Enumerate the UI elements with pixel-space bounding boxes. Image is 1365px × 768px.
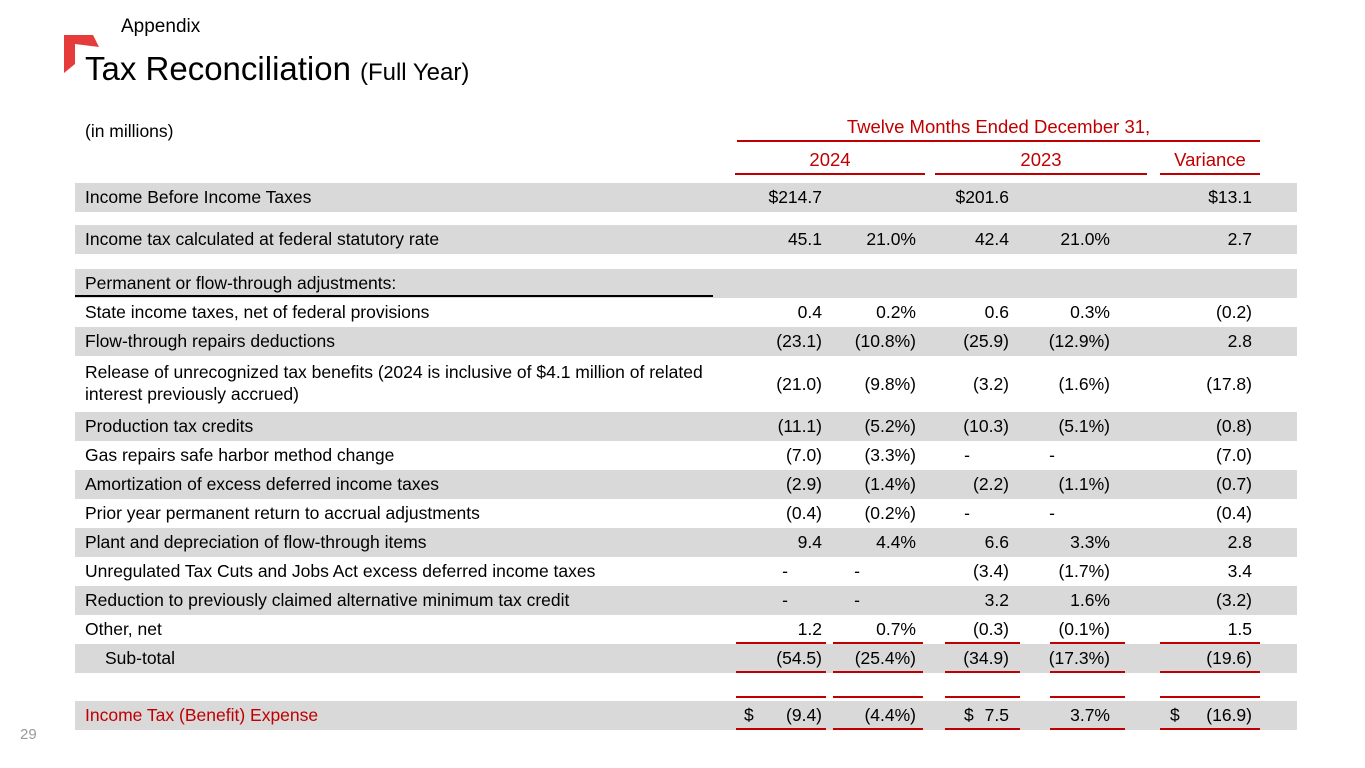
period-header: Twelve Months Ended December 31,	[737, 116, 1260, 142]
row-value: 21.0%	[1060, 229, 1110, 249]
row-value: (0.8)	[1216, 416, 1252, 436]
row-value: (17.8)	[1206, 373, 1252, 394]
row-value: -	[964, 445, 970, 465]
page-number: 29	[20, 726, 37, 743]
row-label: Amortization of excess deferred income taxes	[85, 473, 440, 494]
row-value: -	[964, 503, 970, 523]
page-title-main: Tax Reconciliation	[85, 50, 351, 87]
row-value: (0.4)	[786, 503, 822, 523]
column-header-variance: Variance	[1160, 149, 1260, 175]
row-value: 2.8	[1227, 532, 1252, 552]
row-value: 9.4	[797, 532, 822, 552]
row-value	[940, 701, 1045, 730]
row-value: (0.2)	[1216, 302, 1252, 322]
row-value: 21.0%	[866, 229, 916, 249]
row-value: (1.1%)	[1058, 474, 1110, 494]
row-value: (2.9)	[786, 474, 822, 494]
table-row	[75, 644, 1297, 673]
row-value: (0.1%)	[1045, 615, 1150, 644]
table-row	[75, 499, 1297, 528]
row-value	[830, 183, 940, 212]
row-value: 1.5	[1150, 615, 1262, 644]
row-value	[830, 269, 940, 298]
row-value: 0.3%	[1070, 302, 1110, 322]
row-value: (0.7)	[1216, 474, 1252, 494]
row-value: -	[1049, 503, 1055, 523]
page-title	[85, 50, 469, 88]
row-value: (23.1)	[776, 331, 822, 351]
row-label: Other, net	[85, 618, 162, 639]
slide-eyebrow: Appendix	[121, 16, 201, 37]
row-value: (0.4)	[1216, 503, 1252, 523]
row-value: 42.4	[974, 229, 1009, 249]
row-value: (54.5)	[730, 644, 830, 673]
row-value: (5.1%)	[1058, 416, 1110, 436]
row-label: State income taxes, net of federal provisions	[85, 301, 430, 322]
row-value	[1150, 269, 1262, 298]
row-value: (3.3%)	[864, 445, 916, 465]
row-value-number: (16.9)	[1206, 705, 1252, 725]
row-value: 2.7	[1227, 229, 1252, 249]
dollar-sign: $	[964, 705, 974, 725]
row-value: (0.3)	[940, 615, 1045, 644]
row-value: -	[854, 590, 860, 610]
row-value: (1.4%)	[864, 474, 916, 494]
row-value: 3.3%	[1070, 532, 1110, 552]
row-value: 1.2	[730, 615, 830, 644]
table-row	[75, 528, 1297, 557]
row-value: (25.9)	[963, 331, 1009, 351]
row-value: 3.7%	[1045, 701, 1150, 730]
row-value	[1045, 269, 1150, 298]
column-header-2024: 2024	[735, 149, 925, 175]
row-label: Gas repairs safe harbor method change	[85, 444, 395, 465]
row-value: (5.2%)	[864, 416, 916, 436]
row-value: (21.0)	[776, 373, 822, 394]
row-label: Sub-total	[105, 647, 176, 668]
table-row	[75, 615, 1297, 644]
row-value: $214.7	[768, 187, 822, 207]
row-label: Income Before Income Taxes	[85, 186, 312, 207]
row-value: (7.0)	[1216, 445, 1252, 465]
row-value: 3.4	[1227, 561, 1252, 581]
row-value: (3.2)	[973, 373, 1009, 394]
row-value: (1.6%)	[1058, 373, 1110, 394]
row-value	[1045, 183, 1150, 212]
table-header-row-1	[75, 112, 1297, 142]
table-row	[75, 183, 1297, 212]
row-value: 2.8	[1227, 331, 1252, 351]
row-value: (1.7%)	[1058, 561, 1110, 581]
page-title-suffix: (Full Year)	[359, 59, 470, 86]
row-value: (10.3)	[963, 416, 1009, 436]
row-label: Prior year permanent return to accrual adjustments	[85, 502, 480, 523]
row-label: Plant and depreciation of flow-through items	[85, 531, 427, 552]
row-label: Flow-through repairs deductions	[85, 330, 335, 351]
row-value: -	[854, 561, 860, 581]
table-row	[75, 356, 1297, 412]
row-label: Production tax credits	[85, 415, 254, 436]
row-label: Release of unrecognized tax benefits (2024 is inclusive of $4.1 million of related interest previously accrued)	[85, 362, 703, 404]
dollar-sign: $	[744, 705, 754, 725]
row-value: 45.1	[787, 229, 822, 249]
row-value: 0.4	[797, 302, 822, 322]
row-value: -	[782, 561, 788, 581]
table-row	[75, 327, 1297, 356]
row-value: -	[1049, 445, 1055, 465]
table-row	[75, 701, 1297, 730]
row-value	[940, 269, 1045, 298]
row-value: (3.4)	[973, 561, 1009, 581]
table-row	[75, 298, 1297, 327]
row-value: (0.2%)	[864, 503, 916, 523]
row-value: (3.2)	[1216, 590, 1252, 610]
table-row	[75, 225, 1297, 254]
row-value	[1150, 701, 1262, 730]
table-row	[75, 441, 1297, 470]
row-value: (12.9%)	[1048, 331, 1110, 351]
table-row	[75, 586, 1297, 615]
row-label: Unregulated Tax Cuts and Jobs Act excess deferred income taxes	[85, 560, 596, 581]
row-value: (34.9)	[940, 644, 1045, 673]
row-value: (19.6)	[1150, 644, 1262, 673]
row-value: 3.2	[984, 590, 1009, 610]
row-value: $13.1	[1208, 187, 1252, 207]
row-value: 1.6%	[1070, 590, 1110, 610]
row-value: 0.7%	[830, 615, 940, 644]
table-row	[75, 269, 1297, 298]
units-note: (in millions)	[85, 121, 174, 141]
row-value: (25.4%)	[830, 644, 940, 673]
row-label: Income tax calculated at federal statutory rate	[85, 228, 440, 249]
row-value: (7.0)	[786, 445, 822, 465]
row-value: (10.8%)	[854, 331, 916, 351]
table-row	[75, 412, 1297, 441]
row-value: $201.6	[955, 187, 1009, 207]
row-value: (2.2)	[973, 474, 1009, 494]
table-row	[75, 557, 1297, 586]
row-value: (9.8%)	[864, 373, 916, 394]
row-value: (11.1)	[777, 416, 822, 436]
row-value: (17.3%)	[1045, 644, 1150, 673]
tax-table-body	[75, 183, 1297, 730]
tax-reconciliation-table	[75, 112, 1297, 730]
row-label: Reduction to previously claimed alternative minimum tax credit	[85, 589, 570, 610]
row-label: Income Tax (Benefit) Expense	[85, 704, 319, 725]
row-label: Permanent or flow-through adjustments:	[85, 272, 397, 293]
row-value: 4.4%	[876, 532, 916, 552]
row-value: -	[782, 590, 788, 610]
row-value: 0.2%	[876, 302, 916, 322]
row-value: (4.4%)	[830, 701, 940, 730]
row-value-number: (9.4)	[786, 705, 822, 725]
row-value	[730, 269, 830, 298]
table-header-row-2	[75, 142, 1297, 175]
row-value-number: 7.5	[984, 705, 1009, 725]
dollar-sign: $	[1170, 705, 1180, 725]
table-row	[75, 470, 1297, 499]
column-header-2023: 2023	[935, 149, 1147, 175]
row-value: 0.6	[984, 302, 1009, 322]
row-value: 6.6	[984, 532, 1009, 552]
row-value	[730, 701, 830, 730]
